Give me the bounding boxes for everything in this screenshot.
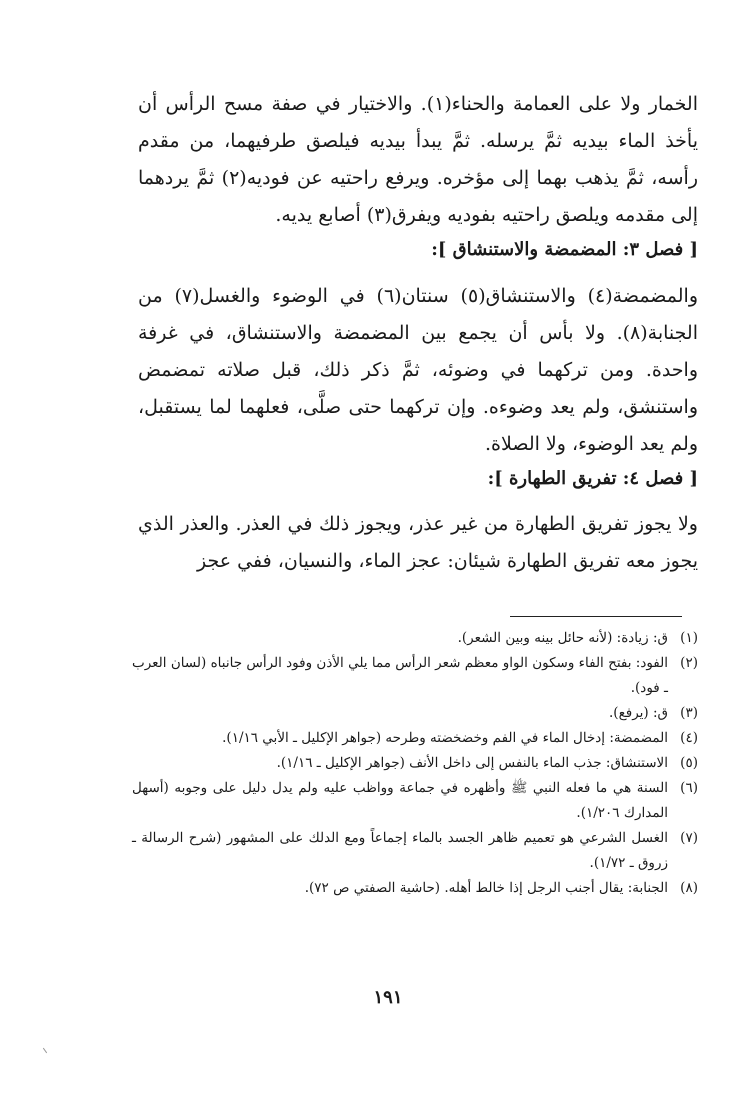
scan-speck <box>43 1048 47 1053</box>
footnote-text: الجنابة: يقال أجنب الرجل إذا خالط أهله. (حاشية الصفتي ص ٧٢). <box>304 880 668 896</box>
footnote-number: (٦) <box>680 780 698 796</box>
footnote <box>132 751 698 776</box>
footnote-number: (٢) <box>680 655 698 671</box>
footnote-text: السنة هي ما فعله النبي ﷺ وأظهره في جماعة وواظب عليه ولم يدل دليل على وجوبه (أسهل المدارك ١/٢٠٦). <box>132 780 668 821</box>
footnote-text: الغسل الشرعي هو تعميم ظاهر الجسد بالماء إجماعاً ومع الدلك على المشهور (شرح الرسالة ـ زروق ـ ١/٧٢). <box>132 830 668 871</box>
footnote-number: (٧) <box>680 830 698 846</box>
footnote-separator <box>510 616 682 617</box>
footnote-number: (١) <box>680 630 698 646</box>
footnote-number: (٥) <box>680 755 698 771</box>
footnote <box>132 876 698 901</box>
footnote-number: (٤) <box>680 730 698 746</box>
footnote-number: (٨) <box>680 880 698 896</box>
footnote <box>132 651 698 701</box>
footnote <box>132 726 698 751</box>
paragraph-mash-al-ras: الخمار ولا على العمامة والحناء(١). والاختيار في صفة مسح الرأس أن يأخذ الماء بيديه ثمَّ يرسله. ثمَّ يبدأ بيديه فيلصق طرفيهما، من مقدم رأسه، ثمَّ يذهب بهما إلى مؤخره. ويرفع راحتيه عن فوديه(٢) ثمَّ يردهما إلى مقدمه ويلصق راحتيه بفوديه ويفرق(٣) أصابع يديه. <box>138 93 698 226</box>
footnote-text: الفود: بفتح الفاء وسكون الواو معظم شعر الرأس مما يلي الأذن وفود الرأس جانباه (لسان العرب ـ فود). <box>132 655 668 696</box>
footnote-text: ق: زيادة: (لأنه حائل بينه وبين الشعر). <box>457 630 668 646</box>
footnote <box>132 776 698 826</box>
paragraph-tafriq: ولا يجوز تفريق الطهارة من غير عذر، ويجوز ذلك في العذر. والعذر الذي يجوز معه تفريق الطهارة شيئان: عجز الماء، والنسيان، ففي عجز <box>138 513 698 572</box>
paragraph-madmada: والمضمضة(٤) والاستنشاق(٥) سنتان(٦) في الوضوء والغسل(٧) من الجنابة(٨). ولا بأس أن يجمع بين المضمضة والاستنشاق، في غرفة واحدة. ومن تركهما في وضوئه، ثمَّ ذكر ذلك، قبل صلاته تمضمض واستنشق، ولم يعد وضوءه. وإن تركهما حتى صلَّى، فعلهما لما يستقبل، ولم يعد الوضوء، ولا الصلاة. <box>138 285 699 455</box>
footnote <box>132 826 698 876</box>
footnote <box>132 701 698 726</box>
footnotes <box>132 626 698 901</box>
section-heading-tafriq: [ فصل ٤: تفريق الطهارة ]: <box>487 468 698 489</box>
footnote-text: ق: (يرفع). <box>609 705 668 721</box>
section-heading-madmada: [ فصل ٣: المضمضة والاستنشاق ]: <box>431 239 698 260</box>
footnote <box>132 626 698 651</box>
footnote-text: الاستنشاق: جذب الماء بالنفس إلى داخل الأنف (جواهر الإكليل ـ ١/١٦). <box>276 755 668 771</box>
footnote-number: (٣) <box>680 705 698 721</box>
footnote-text: المضمضة: إدخال الماء في الفم وخضخضته وطرحه (جواهر الإكليل ـ الأبي ١/١٦). <box>222 730 668 746</box>
page-number: ١٩١ <box>373 987 403 1008</box>
